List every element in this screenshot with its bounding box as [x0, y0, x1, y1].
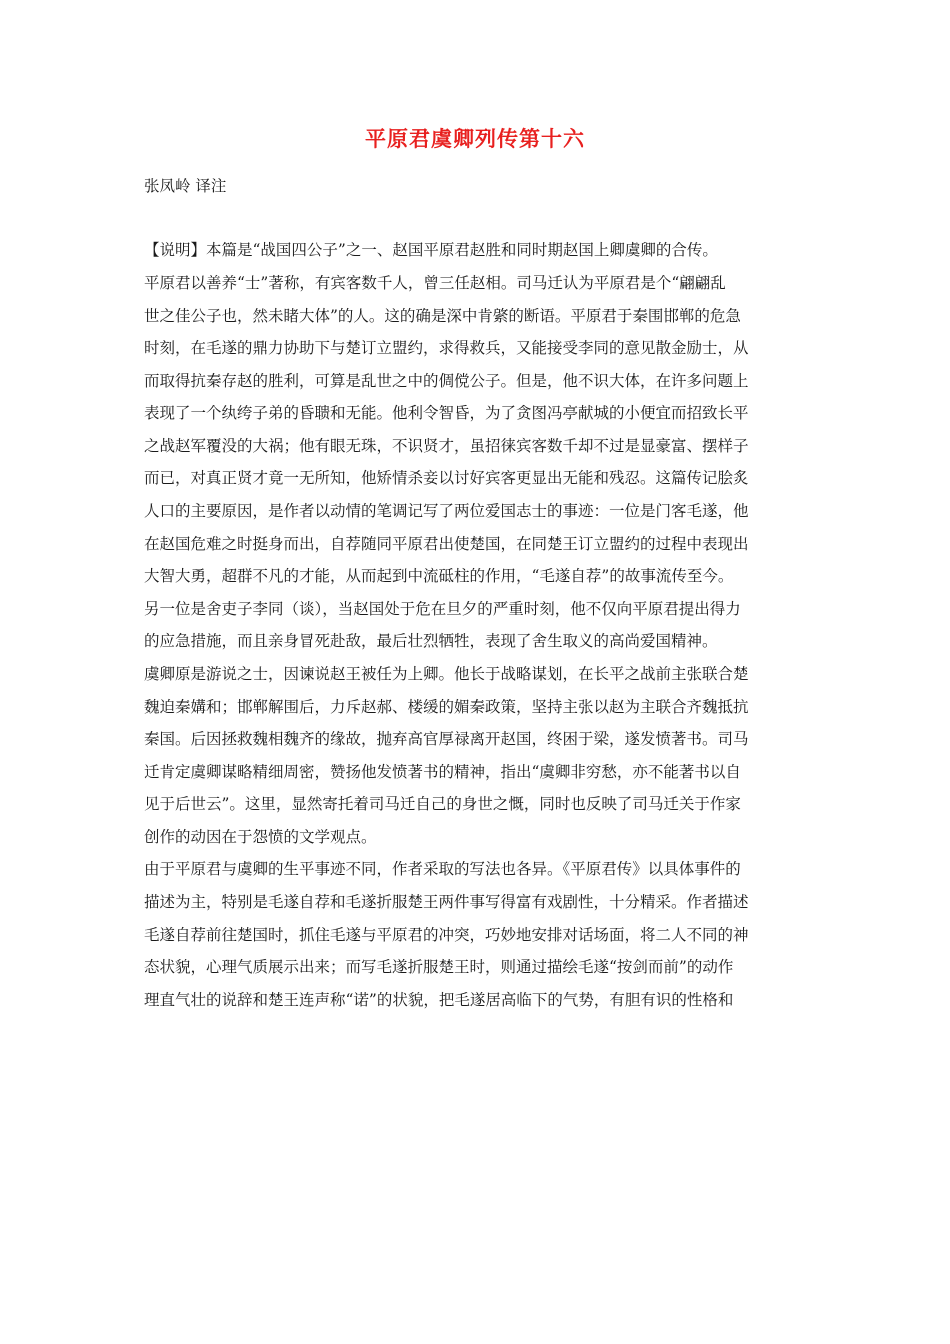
text-line: 另一位是舍吏子李同（谈），当赵国处于危在旦夕的严重时刻，他不仅向平原君提出得力	[144, 599, 741, 618]
text-line: 见于后世云”。这里，显然寄托着司马迁自己的身世之慨，同时也反映了司马迁关于作家	[144, 795, 741, 814]
text-line: 世之佳公子也，然未睹大体”的人。这的确是深中肯綮的断语。平原君于秦围邯郸的危急	[144, 306, 741, 325]
document-body	[144, 233, 808, 1016]
document-title: 平原君虞卿列传第十六	[365, 126, 585, 151]
text-line: 秦国。后因拯救魏相魏齐的缘故，抛弃高官厚禄离开赵国，终困于梁，遂发愤著书。司马	[144, 730, 749, 749]
text-line: 而取得抗秦存赵的胜利，可算是乱世之中的倜傥公子。但是，他不识大体，在许多问题上	[144, 371, 749, 390]
text-line: 描述为主，特别是毛遂自荐和毛遂折服楚王两件事写得富有戏剧性，十分精采。作者描述	[144, 892, 749, 911]
text-line: 平原君以善养“士”著称，有宾客数千人，曾三任赵相。司马迁认为平原君是个“翩翩乱	[144, 274, 726, 292]
text-line: 而已，对真正贤才竟一无所知，他矫情杀妾以讨好宾客更显出无能和残忍。这篇传记脍炙	[144, 469, 749, 488]
text-line: 魏迫秦媾和；邯郸解围后，力斥赵郝、楼缓的媚秦政策，坚持主张以赵为主联合齐魏抵抗	[144, 697, 749, 716]
text-line: 【说明】本篇是“战国四公子”之一、赵国平原君赵胜和同时期赵国上卿虞卿的合传。	[144, 241, 718, 259]
text-line: 毛遂自荐前往楚国时，抓住毛遂与平原君的冲突，巧妙地安排对话场面，将二人不同的神	[144, 925, 749, 944]
text-line: 由于平原君与虞卿的生平事迹不同，作者采取的写法也各异。《平原君传》以具体事件的	[144, 860, 741, 879]
text-line: 态状貌，心理气质展示出来；而写毛遂折服楚王时，则通过描绘毛遂“按剑而前”的动作	[144, 958, 734, 977]
text-line: 大智大勇，超群不凡的才能，从而起到中流砥柱的作用，“毛遂自荐”的故事流传至今。	[144, 567, 734, 586]
text-line: 人口的主要原因，是作者以动情的笔调记写了两位爱国志士的事迹：一位是门客毛遂，他	[144, 502, 749, 521]
text-line: 虞卿原是游说之士，因谏说赵王被任为上卿。他长于战略谋划，在长平之战前主张联合楚	[144, 664, 749, 683]
text-line: 理直气壮的说辞和楚王连声称“诺”的状貌，把毛遂居高临下的气势，有胆有识的性格和	[144, 990, 734, 1009]
text-line: 的应急措施，而且亲身冒死赴敌，最后壮烈牺牲，表现了舍生取义的高尚爱国精神。	[144, 632, 718, 651]
text-line: 迁肯定虞卿谋略精细周密，赞扬他发愤著书的精神，指出“虞卿非穷愁，亦不能著书以自	[144, 762, 741, 781]
text-line: 时刻，在毛遂的鼎力协助下与楚订立盟约，求得救兵，又能接受李同的意见散金励士，从	[144, 339, 749, 358]
author-line: 张凤岭 译注	[144, 177, 227, 195]
text-line: 在赵国危难之时挺身而出，自荐随同平原君出使楚国，在同楚王订立盟约的过程中表现出	[144, 534, 749, 553]
text-line: 表现了一个纨绔子弟的昏聩和无能。他利令智昏，为了贪图冯亭献城的小便宜而招致长平	[144, 404, 749, 423]
text-line: 之战赵军覆没的大祸；他有眼无珠，不识贤才，虽招徕宾客数千却不过是显豪富、摆样子	[144, 436, 749, 455]
text-line: 创作的动因在于怨愤的文学观点。	[144, 827, 377, 846]
